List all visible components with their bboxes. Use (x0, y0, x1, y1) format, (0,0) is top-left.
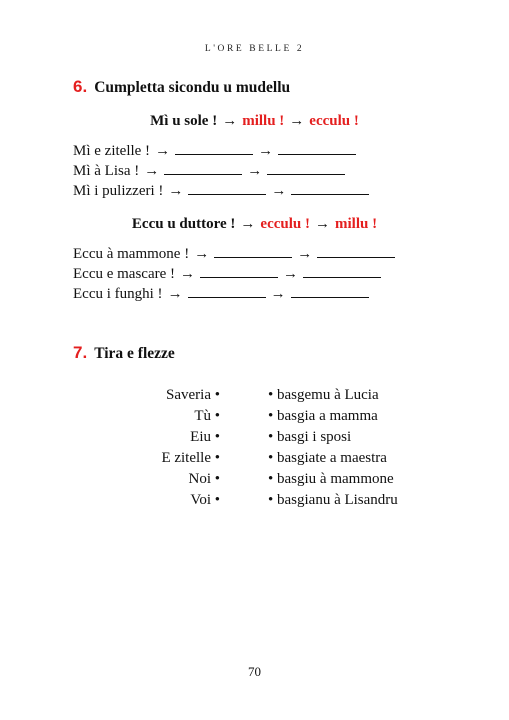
arrow-icon: → (297, 246, 313, 262)
exercise-row (73, 182, 369, 200)
answer-blank[interactable] (267, 162, 345, 175)
exercise-6-number: 6. (73, 77, 88, 96)
match-left-item[interactable]: Noi • (188, 471, 220, 487)
exercise-6-heading (73, 77, 290, 97)
row-prompt: Eccu i funghi ! (73, 286, 163, 302)
arrow-icon: → (240, 216, 256, 232)
answer-blank[interactable] (303, 265, 381, 278)
exercise-6-title: Cumpletta sicondu u mudellu (94, 79, 291, 96)
answer-blank[interactable] (278, 142, 356, 155)
arrow-icon: → (194, 246, 210, 262)
answer-blank[interactable] (164, 162, 242, 175)
match-left-item[interactable]: Eiu • (190, 429, 220, 445)
row-prompt: Eccu e mascare ! (73, 266, 176, 282)
arrow-icon: → (270, 286, 286, 302)
arrow-icon: → (289, 113, 305, 129)
arrow-icon: → (283, 266, 299, 282)
answer-blank[interactable] (291, 182, 369, 195)
answer-blank[interactable] (200, 265, 278, 278)
match-left-item[interactable]: Saveria • (166, 387, 220, 403)
model-1-answer-a: millu ! (242, 113, 285, 129)
match-right-item[interactable]: • basgemu à Lucia (268, 387, 379, 403)
model-1-answer-b: ecculu ! (309, 113, 359, 129)
match-left-item[interactable]: E zitelle • (161, 450, 220, 466)
model-2-lead: Eccu u duttore ! (131, 216, 236, 232)
answer-blank[interactable] (175, 142, 253, 155)
arrow-icon: → (155, 143, 171, 159)
arrow-icon: → (247, 163, 263, 179)
match-right-item[interactable]: • basgi i sposi (268, 429, 352, 445)
exercise-row (73, 142, 356, 160)
arrow-icon: → (271, 183, 287, 199)
row-prompt: Mì i pulizzeri ! (73, 183, 164, 199)
page-number: 70 (248, 664, 261, 679)
exercise-row (73, 265, 381, 283)
match-left-item[interactable]: Voi • (190, 492, 220, 508)
row-prompt: Mì e zitelle ! (73, 143, 151, 159)
answer-blank[interactable] (317, 245, 395, 258)
arrow-icon: → (222, 113, 238, 129)
exercise-row (73, 285, 369, 303)
match-right-item[interactable]: • basgianu à Lisandru (268, 492, 398, 508)
row-prompt: Eccu à mammone ! (73, 246, 190, 262)
model-example-1 (0, 113, 509, 130)
exercise-7-number: 7. (73, 343, 88, 362)
running-head: L'ORE BELLE 2 (204, 44, 305, 54)
match-left-item[interactable]: Tù • (194, 408, 220, 424)
exercise-row (73, 162, 345, 180)
arrow-icon: → (144, 163, 160, 179)
arrow-icon: → (258, 143, 274, 159)
model-1-lead: Mì u sole ! (150, 113, 218, 129)
answer-blank[interactable] (188, 182, 266, 195)
match-right-item[interactable]: • basgiu à mammone (268, 471, 394, 487)
arrow-icon: → (180, 266, 196, 282)
answer-blank[interactable] (188, 285, 266, 298)
model-example-2 (0, 216, 509, 233)
exercise-7-title: Tira e flezze (94, 345, 175, 362)
answer-blank[interactable] (291, 285, 369, 298)
arrow-icon: → (168, 183, 184, 199)
answer-blank[interactable] (214, 245, 292, 258)
model-2-answer-b: millu ! (334, 216, 378, 232)
row-prompt: Mì à Lisa ! (73, 163, 140, 179)
match-right-item[interactable]: • basgia a mamma (268, 408, 378, 424)
arrow-icon: → (167, 286, 183, 302)
match-right-item[interactable]: • basgiate a maestra (268, 450, 387, 466)
exercise-7-heading (73, 343, 175, 363)
exercise-row (73, 245, 395, 263)
arrow-icon: → (314, 216, 330, 232)
model-2-answer-a: ecculu ! (260, 216, 310, 232)
